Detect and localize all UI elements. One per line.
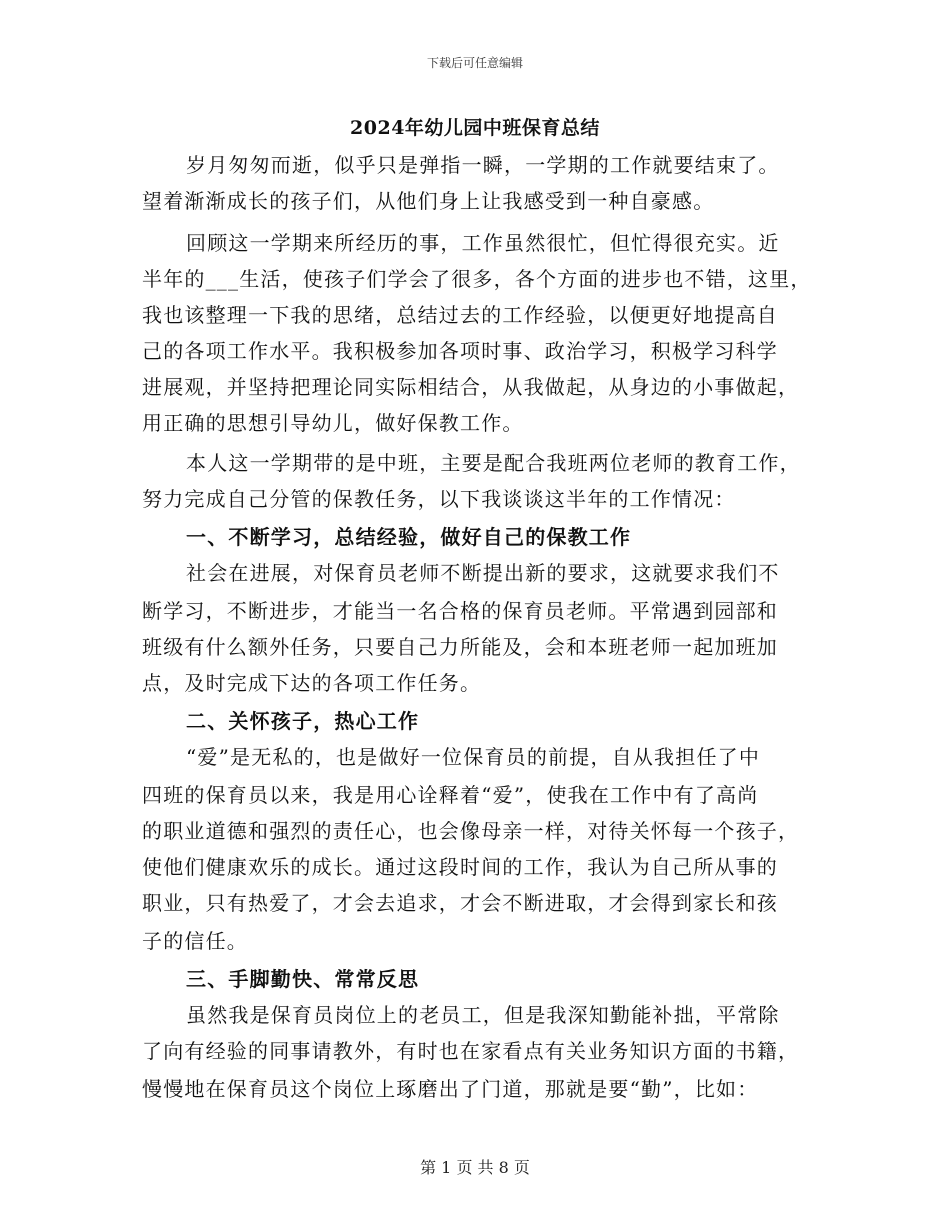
body-line: 本人这一学期带的是中班，主要是配合我班两位老师的教育工作， <box>186 451 801 475</box>
body-line: 努力完成自己分管的保教任务，以下我谈谈这半年的工作情况： <box>142 487 736 511</box>
body-line: 半年的___生活，使孩子们学会了很多，各个方面的进步也不错，这里， <box>142 267 812 291</box>
body-line: 用正确的思想引导幼儿，做好保教工作。 <box>142 411 524 435</box>
body-line: 慢慢地在保育员这个岗位上琢磨出了门道，那就是要“勤”，比如： <box>142 1077 759 1101</box>
body-line: 进展观，并坚持把理论同实际相结合，从我做起，从身边的小事做起， <box>142 375 800 399</box>
body-line: 社会在进展，对保育员老师不断提出新的要求，这就要求我们不 <box>186 561 780 585</box>
body-line: 回顾这一学期来所经历的事，工作虽然很忙，但忙得很充实。近 <box>186 231 780 255</box>
body-line: 子的信任。 <box>142 929 248 953</box>
body-line: 的职业道德和强烈的责任心，也会像母亲一样，对待关怀每一个孩子， <box>142 819 800 843</box>
body-line: 班级有什么额外任务，只要自己力所能及，会和本班老师一起加班加 <box>142 635 778 659</box>
body-line: 了向有经验的同事请教外，有时也在家看点有关业务知识方面的书籍， <box>142 1039 800 1063</box>
body-line: 点，及时完成下达的各项工作任务。 <box>142 671 482 695</box>
body-line: 职业，只有热爱了，才会去追求，才会不断进取，才会得到家长和孩 <box>142 891 778 915</box>
body-line: 四班的保育员以来，我是用心诠释着“爱”，使我在工作中有了高尚 <box>142 783 759 807</box>
document-title: 2024年幼儿园中班保育总结 <box>350 117 600 139</box>
body-line: 断学习，不断进步，才能当一名合格的保育员老师。平常遇到园部和 <box>142 599 778 623</box>
header-note: 下载后可任意编辑 <box>426 56 523 70</box>
page-number-footer: 第 1 页 共 8 页 <box>420 1158 530 1177</box>
body-line: 我也该整理一下我的思绪，总结过去的工作经验，以便更好地提高自 <box>142 303 778 327</box>
body-line: 岁月匆匆而逝，似乎只是弹指一瞬，一学期的工作就要结束了。 <box>186 153 780 177</box>
body-line: “爱”是无私的，也是做好一位保育员的前提，自从我担任了中 <box>186 745 761 769</box>
section-heading-2: 二、关怀孩子，热心工作 <box>186 709 420 733</box>
body-line: 望着渐渐成长的孩子们，从他们身上让我感受到一种自豪感。 <box>142 189 715 213</box>
body-line: 使他们健康欢乐的成长。通过这段时间的工作，我认为自己所从事的 <box>142 855 778 879</box>
section-heading-3: 三、手脚勤快、常常反思 <box>186 967 420 991</box>
body-line: 虽然我是保育员岗位上的老员工，但是我深知勤能补拙，平常除 <box>186 1003 780 1027</box>
body-line: 己的各项工作水平。我积极参加各项时事、政治学习，积极学习科学 <box>142 339 778 363</box>
section-heading-1: 一、不断学习，总结经验，做好自己的保教工作 <box>186 525 632 549</box>
